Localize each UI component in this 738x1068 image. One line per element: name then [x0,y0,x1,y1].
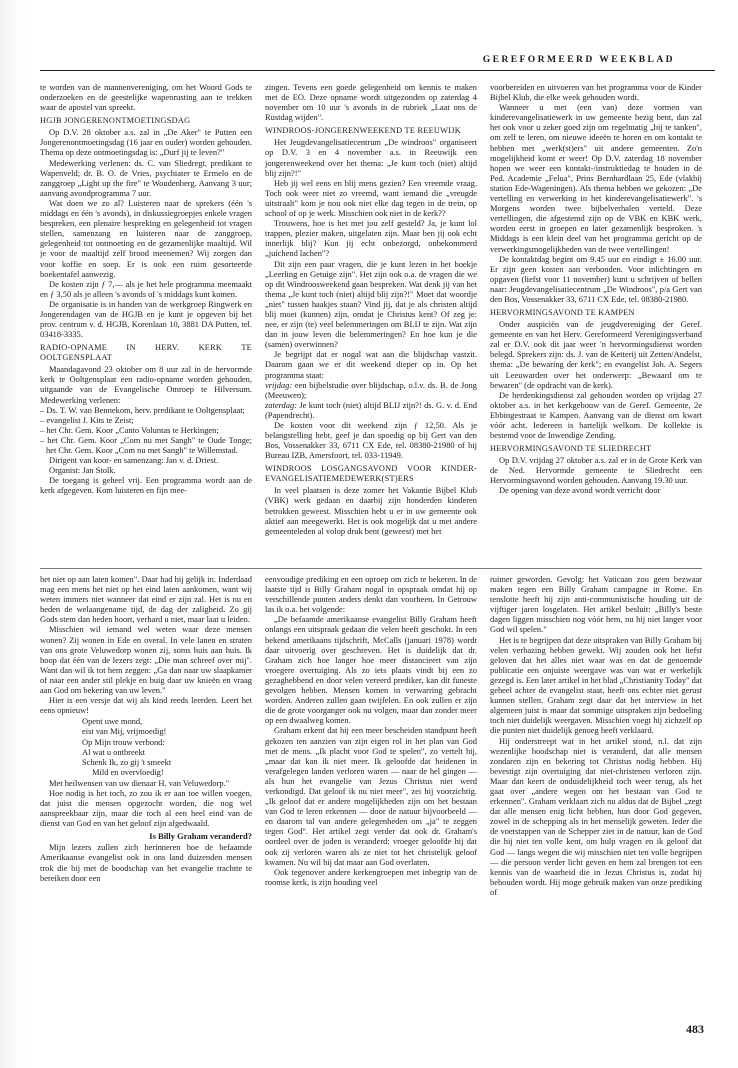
paragraph: Dit zijn een paar vragen, die je kunt lezen in het boekje „Leerling en Getuige zijn". Het zijn ook o.a. de vragen die we op dit Windroosweekend gaan bespreken. Wat denk jij van het thema „Je kunt toch (niet) altijd blij zijn?!" Moet dat woordje „niet" tussen haakjes staan? Vind jij, dat je als christen altijd blij moet (kunnen) zijn, omdat je Christus kent? Of zeg je: nee, er zijn (te) veel belemmeringen om BLIJ te zijn. Wat zijn dan in jouw leven die belemmeringen? En hoe kun je die (samen) overwinnen? [265,258,477,350]
paragraph: Misschien wil iemand wel weten waar deze mensen wonen? Zij wonen in Ede en overal. In vele lanen en straten van ons grote Veluwedorp wonen zij, soms huis aan huis. Ik hoop dat één van de lezers zegt: „Die man schreef over mij". Want dan wil ik tot hem zeggen: „Ga dan naar uw slaapkamer of naar een ander stil plekje en buig daar uw knieën en vraag aan God om bekering van uw leven." [40,624,252,696]
poem-line: Schenk Ik, zo gij 't smeekt [82,756,172,767]
list-item: – het Chr. Gem. Koor „Com nu met Sangh" te Oude Tonge; het Chr. Gem. Koor „Com nu met Sangh" te Willemstad. [40,434,252,455]
list-item: – Ds. T. W. van Bennekom, herv. predikant te Ooltgensplaat; [40,404,245,415]
poem-line: eist van Mij, vrijmoedig! [82,726,167,737]
paragraph: De opening van deze avond wordt verricht door [499,485,661,496]
paragraph: eenvoudige prediking en een oproep om zich te bekeren. In de laatste tijd is Billy Graham nogal in opspraak omdat hij op verschillende punten anders denkt dan voorheen. In Getrouw las ik o.a. het volgende: [265,574,477,615]
paragraph: Graham erkent dat hij een meer bescheiden standpunt heeft gekozen ten aanzien van zijn eigen rol in het plan van God met de mens. „Ik placht voor God te spelen", zo vertelt hij, „maar dat kan ik niet meer. Ik geloofde dat heidenen in verafgelegen landen verloren waren — naar de hel gingen — als hun het evangelie van Jezus Christus niet werd verkondigd. Dat geloof ik nu niet meer", zei hij voorzichtig. „Ik geloof dat er andere mogelijkheden zijn om het bestaan van God te leren erkennen — door de natuur bijvoorbeeld — en daarom tal van andere gelegenheden om „ja" te zeggen tegen God". Het artikel zegt verder dat ook dr. Graham's oordeel over de joden is veranderd: vroeger geloofde hij dat ook zij verloren waren als ze niet tot het christelijk geloof kwamen. Nu wil hij dat maar aan God overlaten. [265,725,477,867]
schedule-item [265,380,477,400]
section-heading: WINDROOS LOSGANGSAVOND VOOR KINDER-EVANGELISATIEMEDEWERK(ST)ERS [265,464,477,484]
schedule-text: Je kunt toch (niet) altijd BLIJ zijn?! ds. G. v. d. End (Papendrecht). [265,399,477,420]
paragraph: Je begrijpt dat er nogal wat aan die blijdschap vastzit. Daarom gaan we er dit weekend dieper op in. Op het programma staat: [265,349,477,380]
paragraph: Het Jeugdevangelisatiecentrum „De windroos" organiseert op D.V. 3 en 4 november a.s. in Reeuwijk een jongerenweekend over het thema: „Je kunt toch (niet) altijd blij zijn?!" [265,137,477,178]
header-rule [40,70,715,71]
schedule-day: zaterdag: [265,399,298,410]
column-top-left [40,82,252,564]
paragraph: In veel plaatsen is deze zomer het Vakantie Bijbel Klub (VBK) werk gedaan en daarbij zijn honderden kinderen betrokken geweest. Misschien hebt u er in uw gemeente ook aktief aan meegewerkt. Het is ook mogelijk dat u met andere gemeenteleden al volop druk bent (geweest) met het [265,485,477,536]
participant-list [40,405,252,455]
poem-line: Mild en overvloedig! [92,766,164,777]
article-heading: Is Billy Graham veranderd? [149,831,252,842]
schedule-item [265,400,477,420]
paragraph: Het is te begrijpen dat deze uitspraken van Billy Graham bij velen verbazing hebben gewekt. Wij zouden ook het liefst geloven dat het alles niet waar was en dat de genoemde publicatie een onjuiste weergave was van wat er werkelijk gezegd is. Een later artikel in het blad „Christianity Today" dat geheel achter de evangelist staat, heeft ons echter niet gerust kunnen stellen. Graham zegt daar dat het interview in het algemeen juist is maar dat sommige uitspraken zijn bedoeling toch niet duidelijk weergaven. Misschien voegt hij zichzelf op die punten niet duidelijk genoeg heeft verklaard. [490,634,702,736]
column-top-right [490,82,702,564]
paragraph: Op D.V. vrijdag 27 oktober a.s. zal er in de Grote Kerk van de Ned. Hervormde gemeente te Sliedrecht een Hervormingsavond worden gehouden. Aanvang 19.30 uur. [490,455,702,486]
paragraph: Dirigent van koor- en samenzang: Jan v. d. Driest. [49,455,219,466]
paragraph: zingen. Tevens een goede gelegenheid om kennis te maken met de EO. Deze opname wordt uitgezonden op zaterdag 4 november om 10 uur 's avonds in de rubriek „Laat ons de Rustdag wijden". [265,82,477,123]
paragraph: De herdenkingsdienst zal gehouden worden op vrijdag 27 oktober a.s. in het kerkgebouw van de Geref. Gemeente, 2e Ebbingestraat te Kampen. Aanvang van de dienst om kwart vóór acht. Iedereen is hartelijk welkom. De kollekte is bestemd voor de Inwendige Zending. [490,389,702,441]
poem-line: Al wat u ontbreekt [82,746,146,757]
paragraph: Hier is een versje dat wij als kind reeds leerden. Leert het eens opnieuw! [40,695,252,716]
section-heading: WINDROOS-JONGERENWEEKEND TE REEUWIJK [265,126,461,136]
column-bottom-left [40,574,252,1019]
paragraph: Wat doen we zo al? Luisteren naar de sprekers (één 's middags en één 's avonds), in diskussiegroepjes enkele vragen bespreken, een plenaire bespreking en gelegenheid tot vragen stellen, samenzang en luisteren naar de zanggroep, gelegenheid tot ontmoeting en de gezamenlijke maaltijd. Wil je voor de maaltijd zelf brood meenemen? Wij zorgen dan voor koffie en soep. Er is ook een ruim gesorteerde boekentafel aanwezig. [40,197,252,279]
paragraph: Maandagavond 23 oktober om 8 uur zal in de hervormde kerk te Ooltgensplaat een radio-opname worden gehouden, uitgaande van de Evangelische Omroep te Hilversum. Medewerking verlenen: [40,364,252,405]
paragraph: Hij onderstreept wat in het artikel stond, n.l. dat zijn wezenlijke boodschap niet is veranderd, dat alle mensen zondaren zijn en bekering tot Christus nodig hebben. Hij bevestigt zijn overtuiging dat niet-christenen verloren zijn. Maar dan keert de onduidelijkheid toch weer terug, als het gaat over „andere wegen om het bestaan van God te erkennen". Graham verklaart zich nu aldus dat de Bijbel „zegt dat alle mensen enig licht hebben, hun door God gegeven, zowel in de schepping als in het menselijk geweten. Ieder die de voetstappen van de Schepper ziet in de natuur, kan de God die hij niet ten volle kent, om hulp vragen en ik geloof dat God — langs wegen die wij misschien niet ten volle begrijpen — die persoon verder licht geven en hem zal brengen tot een kennis van de waarheid die in Jezus Christus is, zodat hij behouden wordt. Hij moge gebruik maken van onze prediking of [490,735,702,897]
paragraph: Trouwens, hoe is het met jou zelf gesteld? Ja, je kunt lol trappen, plezier maken, uitgelaten zijn. Maar ben jij ook echt innerlijk blij? Kun jij echt onbezorgd, onbekommerd „juichend lachen"? [265,218,477,259]
paragraph: De kosten voor dit weekend zijn ƒ 12,50. Als je belangstelling hebt, geef je dan spoedig op bij Gert van den Bos, Vossenakker 33, 6711 CX Ede, tel. 08380-21980 of bij Bureau IZB, Amersfoort, tel. 033-11949. [265,420,477,461]
paragraph: Onder auspiciën van de jeugdvereniging der Geref. gemeente en van het Herv. Gereformeerd Verenigingsverband zal er D.V. ook dit jaar weer 'n hervormingsdienst worden belegd. Sprekers zijn: ds. J. van de Ketterij uit Zetten/Andelst, thema: „De bewaring der kerk"; en evangelist Joh. A. Segers uit Leeuwarden over het onderwerp: „Bewaard om te bewaren" (de opdracht van de kerk). [490,319,702,390]
paragraph: De kontaktdag begint om 9.45 uur en eindigt ± 16.00 uur. Er zijn geen kosten aan verbonden. Voor inlichtingen en opgaven (liefst voor 11 november) kunt u schrijven of bellen naar: Jeugdevangelisatiecentrum „De Windroos", p/a Gert van den Bos, Vossenakker 33, 6711 CX Ede, tel. 08380-21980. [490,253,702,304]
list-item: – het Chr. Gem. Koor „Canto Voluntas te Herkingen; [40,424,219,435]
section-heading: RADIO-OPNAME IN HERV. KERK TE OOLTGENSPLAAT [40,343,252,363]
section-heading: HERVORMINGSAVOND TE SLIEDRECHT [490,444,652,454]
paragraph: De kosten zijn ƒ 7,— als je het hele programma meemaakt en ƒ 3,50 als je alleen 's avonds of 's middags kunt komen. [40,278,252,299]
poem-line: Opent uwe mond, [82,716,143,727]
paragraph: Heb jij wel eens en blij mens gezien? Een vreemde vraag. Toch ook weer niet zo vreemd, want iemand die „vreugde uitstraalt" kom je nou ook niet elke dag tegen in de trein, op school of op je werk. Misschien ook niet in de kerk?? [265,177,477,219]
page-number: 483 [686,1022,704,1036]
column-bottom-middle [265,574,477,1019]
paragraph: Wanneer u met (een van) deze vormen van kinderevangelisatiewerk in uw gemeente bezig bent, dan zal het ook voor u zeker goed zijn om regelmatig „bij te tanken", om zelf te leren, om nieuwe ideeën te horen en om kontakt te hebben met „werk(st)ers" uit andere gemeenten. Zo'n mogelijkheid komt er weer! Op D.V. zaterdag 18 november hopen we weer een kontakt-/instruktiedag te houden in de Ped. Academie „Felua", Prins Bernhardlaan 25, Ede (vlakbij station Ede-Wageningen). Als thema hebben we gekozen: „De vertelling en verwerking in het kinderevangelisatiewerk". 's Morgens worden twee bijbelverhalen verteld. Deze vertellingen, die afgestemd zijn op de VBK en KBK werk, worden eerst in groepen en later gezamenlijk besproken. 's Middags is een klein deel van het programma gericht op de verwerkingsmogelijkheden van de twee vertellingen! [490,102,702,254]
paragraph: Ook tegenover andere kerkengroepen met inbegrip van de roomse kerk, is zijn houding veel [265,866,477,887]
publication-title: GEREFORMEERD WEEKBLAD [482,54,675,65]
section-heading: HERVORMINGSAVOND TE KAMPEN [490,308,635,318]
section-heading: HGJB JONGERENONTMOETINGSDAG [40,116,191,126]
running-header [40,52,715,74]
paragraph: Medewerking verlenen: ds. C. van Sliedregt, predikant te Wapenveld; dr. B. O. de Vries, psychiater te Ermelo en de zanggroep „Light up the fire" te Woudenberg. Aanvang 3 uur; aanvang avondprogramma 7 uur. [40,157,252,198]
paragraph: Met heilwensen van uw dienaar H. van Veluwedorp." [49,777,230,788]
paragraph: Op D.V. 28 oktober a.s. zal in „De Aker" te Putten een Jongerenontmoetingsdag (16 jaar en ouder) worden gehouden. Thema op deze ontmoetingsdag is: „Durf jij te leven?" [40,127,252,158]
paragraph: voorbereiden en uitvoeren van het programma voor de Kinder Bijbel Klub, die elke week gehouden wordt. [490,82,702,103]
paragraph: Mijn lezers zullen zich herinneren hoe de befaamde Amerikaanse evangelist ook in ons land duizenden mensen trok die bij met de boodschap van het evangelie trachtte te bereiken door een [40,842,252,883]
section-divider [40,568,702,569]
quote-paragraph: „De befaamde amerikaanse evangelist Billy Graham heeft onlangs een uitspraak gedaan die velen heeft geschokt. In een bekend amerikaans tijdschrift, McCalls (januari 1978) wordt daar uitvoerig over geschreven. Het is duidelijk dat dr. Graham zich hoe langer hoe meer distancieert van zijn vroegere overtuiging. Als zo iets plaats vindt bij een zo gezaghebbend en door velen vereerd prediker, kan dit funeste gevolgen hebben. Mensen komen in verwarring gebracht worden. Anderen zullen gaan twijfelen. En ook zullen er zijn die de grote voorganger ook nu volgen, maar dan zonder meer op een dwaalweg komen. [265,614,477,726]
column-bottom-right [490,574,702,1006]
paragraph: ruimer geworden. Gevolg: het Vaticaan zou geen bezwaar maken tegen een Billy Graham campagne in Rome. En tenslotte heeft hij zijn anti-communistische houding uit de vijftiger jaren losgelaten. Het artikel besluit: „Billy's beste dagen liggen misschien nog vóór hem, nu hij niet langer voor God wil spelen." [490,574,702,635]
paragraph: Organist: Jan Stolk. [49,465,116,476]
column-top-middle [265,82,477,564]
paragraph: te worden van de mannenvereniging, om het Woord Gods te onderzoeken en de geestelijke wapenrusting aan te trekken waar de apostel van spreekt. [40,82,252,113]
paragraph: De toegang is geheel vrij. Een programma wordt aan de kerk afgegeven. Kom luisteren en fijn mee- [40,475,252,496]
poem [40,716,252,777]
schedule-text: een bijbelstudie over blijdschap, o.l.v. ds. B. de Jong (Meeuwen); [265,379,477,400]
paragraph: Hoe nodig is het toch, zo zou ik er aan toe willen voegen, dat juist die mensen opgezocht worden, die nog wel aanspreekbaar zijn, maar die toch al een heel eind van de dienst van God en van het geloof zijn afgedwaald. [40,787,252,829]
list-item: – evangelist J. Kits te Zeist; [40,414,134,425]
paragraph: De organisatie is in handen van de werkgroep Ringwerk en Jongerendagen van de HGJB en je kunt je opgeven bij het prov. centrum v. d. HGJB, Korenlaan 10, 3881 DA Putten, tel. 03418-3335. [40,298,252,340]
paragraph: het niet op aan laten komen". Daar had hij gelijk in. Inderdaad mag een mens het niet op het eind laten aankomen, want wij weten immers niet wanneer dat eind er zijn zal. Het is nu en heden de welaangename tijd, de dag der zaligheid. Zo gij Gods stem dan heden hoort, verhard u niet, maar laat u leiden. [40,574,252,625]
schedule-day: vrijdag: [265,379,293,390]
poem-line: Op Mijn trouw verbond: [82,736,165,747]
